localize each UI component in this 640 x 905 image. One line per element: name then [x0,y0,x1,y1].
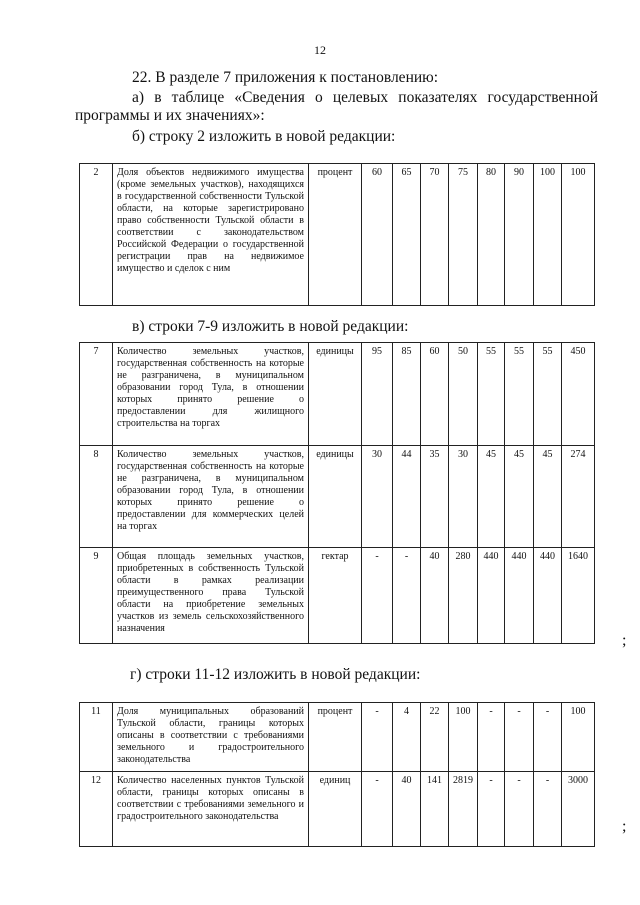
indicator-value: 30 [449,446,478,548]
indicator-description: Количество земельных участков, государственная собственность на которые не разграничена, в муниципальном образовании город Тула, в отношении которых принято решение о предоставлении для коммерческих целей на торгах [113,446,309,548]
indicator-value: 22 [421,703,449,772]
indicator-value: 50 [449,343,478,446]
table-row [80,772,595,847]
indicator-value: 440 [534,548,562,644]
indicator-value: 45 [478,446,505,548]
indicator-value: 100 [562,703,595,772]
table-row [80,164,595,306]
indicator-description: Доля муниципальных образований Тульской области, границы которых описаны в соответствии с требованиями земельного и градостроительного законодательства [113,703,309,772]
intro-item-b: б) строку 2 изложить в новой редакции: [132,128,396,145]
indicator-value: 4 [393,703,421,772]
indicator-value: - [534,772,562,847]
indicator-value: 90 [505,164,534,306]
row-number: 7 [80,343,113,446]
table-rows-11-12 [79,702,595,847]
row-number: 12 [80,772,113,847]
indicator-value: 450 [562,343,595,446]
intro-item-a: а) в таблице «Сведения о целевых показателях государственной [132,89,598,106]
indicator-description: Количество земельных участков, государственная собственность на которые не разграничена, в муниципальном образовании город Тула, в отношении которых принято решение о предоставлении для жилищного строительства на торгах [113,343,309,446]
unit-of-measure: единиц [309,772,362,847]
table-row [80,343,595,446]
table-row [80,446,595,548]
indicator-value: 65 [393,164,421,306]
indicator-value: - [362,548,393,644]
intro-item-22: 22. В разделе 7 приложения к постановлению: [132,69,439,86]
indicator-value: - [362,703,393,772]
indicator-value: 40 [421,548,449,644]
indicator-value: 1640 [562,548,595,644]
indicator-value: 30 [362,446,393,548]
indicator-value: 85 [393,343,421,446]
row-number: 9 [80,548,113,644]
indicator-value: - [478,703,505,772]
indicator-value: 45 [534,446,562,548]
indicator-value: - [505,772,534,847]
indicator-value: 2819 [449,772,478,847]
unit-of-measure: процент [309,703,362,772]
indicator-value: 274 [562,446,595,548]
semicolon-after-rows-11-12: ; [622,818,627,835]
indicator-value: 280 [449,548,478,644]
indicator-value: 35 [421,446,449,548]
unit-of-measure: единицы [309,343,362,446]
heading-rows-7-9: в) строки 7-9 изложить в новой редакции: [132,318,409,335]
indicator-description: Общая площадь земельных участков, приобретенных в собственность Тульской области в рамках реализации преимущественного права Тульской области на приобретение земельных участков из земель сельскохозяйственного назначения [113,548,309,644]
heading-rows-11-12: г) строки 11-12 изложить в новой редакции: [130,666,421,683]
indicator-value: 55 [505,343,534,446]
indicator-value: 70 [421,164,449,306]
table-row [80,703,595,772]
row-number: 2 [80,164,113,306]
page-number: 12 [314,43,326,57]
indicator-value: 60 [421,343,449,446]
indicator-value: 95 [362,343,393,446]
row-number: 11 [80,703,113,772]
indicator-value: - [362,772,393,847]
indicator-value: 80 [478,164,505,306]
indicator-value: - [534,703,562,772]
table-row [80,548,595,644]
indicator-value: - [393,548,421,644]
indicator-value: 60 [362,164,393,306]
intro-item-a-continued: программы и их значениях»: [75,107,265,124]
indicator-value: - [505,703,534,772]
indicator-value: 100 [562,164,595,306]
indicator-description: Количество населенных пунктов Тульской области, границы которых описаны в соответствии с требованиями земельного и градостроительного законодательства [113,772,309,847]
indicator-value: 75 [449,164,478,306]
indicator-value: 44 [393,446,421,548]
row-number: 8 [80,446,113,548]
indicator-value: - [478,772,505,847]
indicator-value: 45 [505,446,534,548]
indicator-value: 40 [393,772,421,847]
semicolon-after-rows-7-9: ; [622,632,627,649]
indicator-value: 55 [478,343,505,446]
indicator-value: 3000 [562,772,595,847]
table-row-2 [79,163,595,306]
indicator-description: Доля объектов недвижимого имущества (кроме земельных участков), находящихся в государственной собственности Тульской области, на которые зарегистрировано право собственности Тульской области в соответствии с законодательством Российской Федерации о государственной регистрации прав на недвижимое имущество и сделок с ним [113,164,309,306]
unit-of-measure: процент [309,164,362,306]
indicator-value: 55 [534,343,562,446]
indicator-value: 100 [534,164,562,306]
indicator-value: 440 [478,548,505,644]
indicator-value: 100 [449,703,478,772]
unit-of-measure: гектар [309,548,362,644]
indicator-value: 141 [421,772,449,847]
indicator-value: 440 [505,548,534,644]
unit-of-measure: единицы [309,446,362,548]
table-rows-7-9 [79,342,595,644]
